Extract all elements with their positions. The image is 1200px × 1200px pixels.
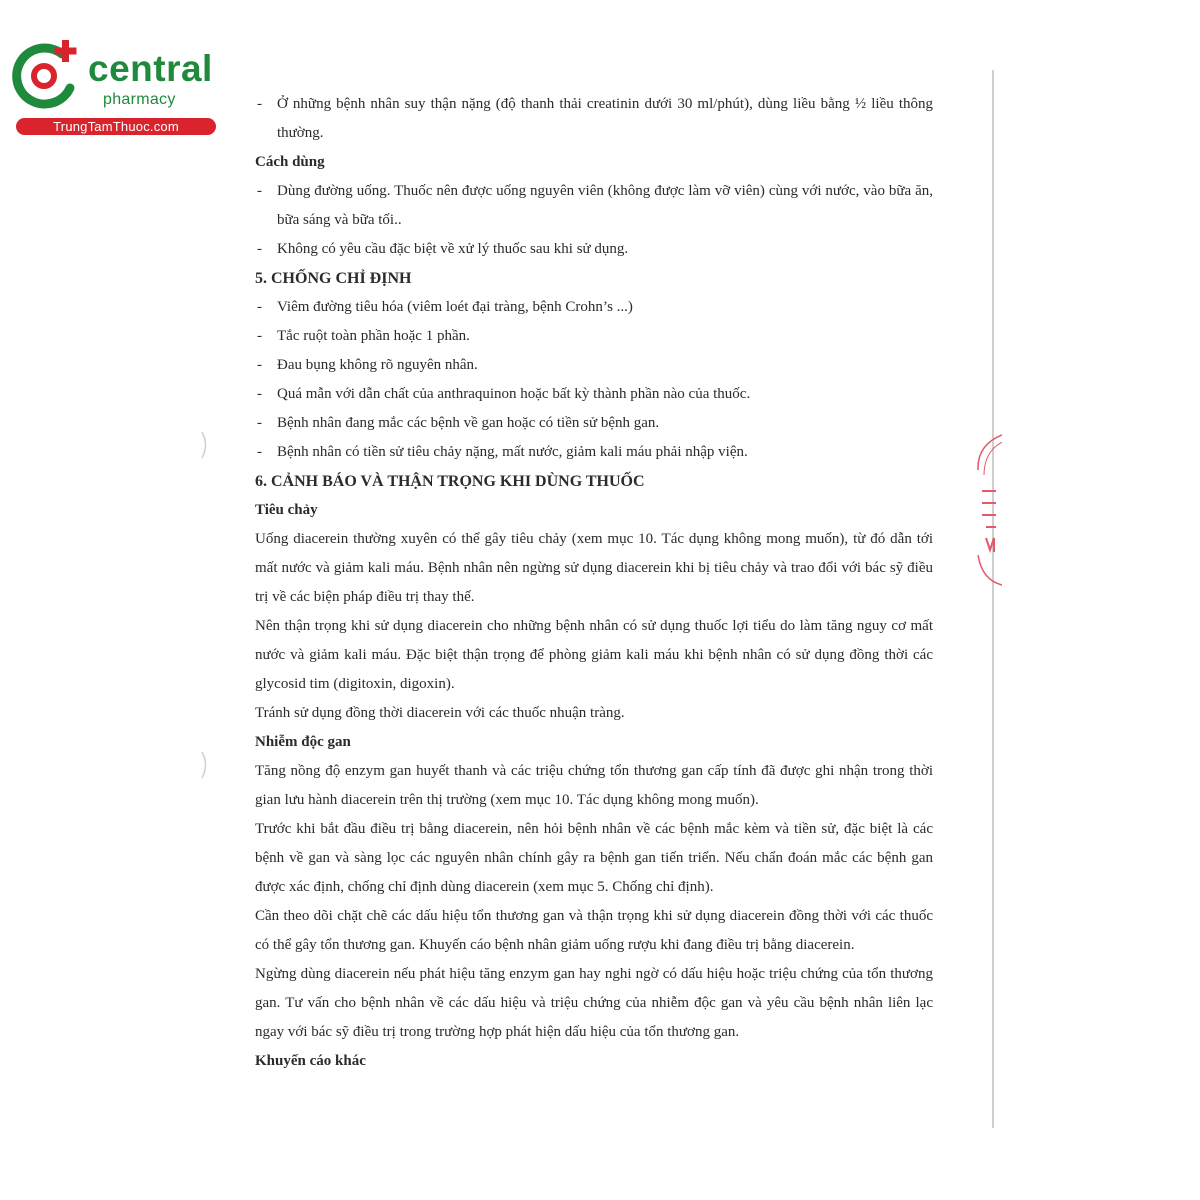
binder-mark-icon	[200, 430, 210, 460]
nhiem-doc-gan-heading: Nhiễm độc gan	[255, 734, 351, 750]
paragraph: Tăng nồng độ enzym gan huyết thanh và các triệu chứng tổn thương gan cấp tính đã được ghi nhận trong thời gian lưu hành diacerein trên thị trường (xem mục 10. Tác dụng không mong muốn).	[255, 763, 933, 808]
brand-website-banner[interactable]: TrungTamThuoc.com	[16, 118, 216, 135]
list-item: - Không có yêu cầu đặc biệt về xử lý thuốc sau khi sử dụng.	[255, 235, 933, 264]
paragraph: Cần theo dõi chặt chẽ các dấu hiệu tổn thương gan và thận trọng khi sử dụng diacerein đồng thời với các thuốc có thể gây tổn thương gan. Khuyến cáo bệnh nhân giảm uống rượu khi đang điều trị bằng diacerein.	[255, 908, 933, 953]
khuyen-cao-khac-heading: Khuyến cáo khác	[255, 1053, 366, 1069]
central-pharmacy-mark-icon	[10, 36, 90, 116]
brand-subtitle: pharmacy	[103, 91, 176, 108]
page-edge-line	[992, 70, 994, 1128]
paragraph: Ngừng dùng diacerein nếu phát hiệu tăng enzym gan hay nghi ngờ có dấu hiệu hoặc triệu chứng của tổn thương gan. Tư vấn cho bệnh nhân về các dấu hiệu và triệu chứng của nhiễm độc gan và yêu cầu bệnh nhân liên lạc ngay với bác sỹ điều trị trong trường hợp phát hiện dấu hiệu của tổn thương gan.	[255, 966, 933, 1040]
paragraph: Nên thận trọng khi sử dụng diacerein cho những bệnh nhân có sử dụng thuốc lợi tiểu do làm tăng nguy cơ mất nước và giảm kali máu. Đặc biệt thận trọng để phòng giảm kali máu khi bệnh nhân có sử dụng đồng thời các glycosid tim (digitoxin, digoxin).	[255, 618, 933, 692]
paragraph: Uống diacerein thường xuyên có thể gây tiêu chảy (xem mục 10. Tác dụng không mong muốn), từ đó dẫn tới mất nước và giảm kali máu. Bệnh nhân nên ngừng sử dụng diacerein khi bị tiêu chảy và trao đổi với bác sỹ điều trị về các biện pháp điều trị thay thế.	[255, 531, 933, 605]
document-page	[255, 90, 933, 1076]
paragraph: Trước khi bắt đầu điều trị bằng diacerein, nên hỏi bệnh nhân về các bệnh mắc kèm và tiền sử, đặc biệt là các bệnh về gan và sàng lọc các nguyên nhân chính gây ra bệnh gan tiến triển. Nếu chẩn đoán mắc các bệnh gan được xác định, chống chỉ định dùng diacerein (xem mục 5. Chống chỉ định).	[255, 821, 933, 895]
binder-mark-icon	[200, 750, 210, 780]
list-item: - Quá mẫn với dẫn chất của anthraquinon hoặc bất kỳ thành phần nào của thuốc.	[255, 380, 933, 409]
list-item: - Dùng đường uống. Thuốc nên được uống nguyên viên (không được làm vỡ viên) cùng với nước, vào bữa ăn, bữa sáng và bữa tối..	[255, 177, 933, 235]
tieu-chay-heading: Tiêu chảy	[255, 502, 318, 518]
cach-dung-heading: Cách dùng	[255, 154, 325, 170]
list-item: - Bệnh nhân có tiền sử tiêu chảy nặng, mất nước, giảm kali máu phải nhập viện.	[255, 438, 933, 467]
section-6-heading: 6. CẢNH BÁO VÀ THẬN TRỌNG KHI DÙNG THUỐC	[255, 473, 645, 490]
red-stamp-fragment-icon	[972, 430, 1002, 590]
paragraph: Tránh sử dụng đồng thời diacerein với các thuốc nhuận tràng.	[255, 705, 625, 721]
list-item: - Bệnh nhân đang mắc các bệnh về gan hoặc có tiền sử bệnh gan.	[255, 409, 933, 438]
section-5-heading: 5. CHỐNG CHỈ ĐỊNH	[255, 270, 412, 287]
list-item: - Đau bụng không rõ nguyên nhân.	[255, 351, 933, 380]
list-item: - Tắc ruột toàn phần hoặc 1 phần.	[255, 322, 933, 351]
list-item: - Ở những bệnh nhân suy thận nặng (độ thanh thải creatinin dưới 30 ml/phút), dùng liều bằng ½ liều thông thường.	[255, 90, 933, 148]
central-pharmacy-logo[interactable]	[10, 36, 215, 136]
brand-name: central	[88, 48, 213, 89]
list-item: - Viêm đường tiêu hóa (viêm loét đại tràng, bệnh Crohn’s ...)	[255, 293, 933, 322]
